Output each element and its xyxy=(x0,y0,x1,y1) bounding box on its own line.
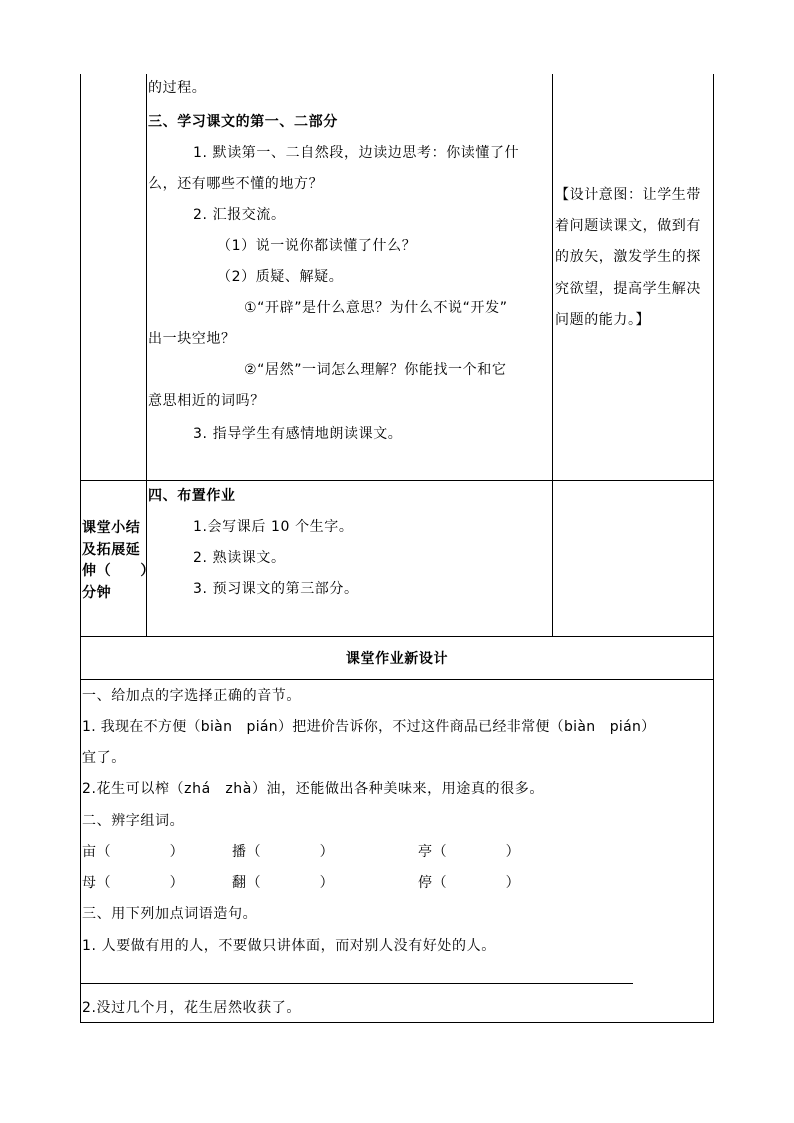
question-heading: 二、辨字组词。 xyxy=(82,813,185,829)
row-divider-2 xyxy=(80,636,714,637)
lesson-text-line: 的过程。 xyxy=(148,80,207,96)
col-divider-1 xyxy=(146,74,147,637)
section-heading: 三、学习课文的第一、二部分 xyxy=(148,114,338,130)
question-item: 1. 人要做有用的人，不要做只讲体面，而对别人没有好处的人。 xyxy=(82,938,496,954)
word-group-blank[interactable]: 播（ ） xyxy=(232,844,335,860)
section-heading: 四、布置作业 xyxy=(148,488,236,504)
design-intent-line: 着问题读课文，做到有 xyxy=(555,218,701,234)
lesson-text-line: ①“开辟”是什么意思？为什么不说“开发” xyxy=(244,300,508,316)
word-group-blank[interactable]: 停（ ） xyxy=(418,875,521,891)
row-label-line: 课堂小结 xyxy=(82,520,141,536)
lesson-text-line: 意思相近的词吗？ xyxy=(148,393,265,409)
lesson-text-line: ②“居然”一词怎么理解？你能找一个和它 xyxy=(244,362,507,378)
design-intent-line: 【设计意图：让学生带 xyxy=(555,187,701,203)
row-label-line: 伸（ ） xyxy=(82,563,155,579)
table-border-left xyxy=(80,74,81,1023)
question-item: 1. 我现在不方便（biàn pián）把进价告诉你，不过这件商品已经非常便（biàn pián） xyxy=(82,719,656,735)
row-divider-3 xyxy=(80,679,714,680)
homework-item: 1.会写课后 10 个生字。 xyxy=(193,519,354,535)
homework-item: 2. 熟读课文。 xyxy=(193,550,286,566)
question-item: 2.没过几个月，花生居然收获了。 xyxy=(82,1000,301,1016)
question-heading: 一、给加点的字选择正确的音节。 xyxy=(82,688,301,704)
question-item: 宜了。 xyxy=(82,750,126,766)
lesson-text-line: 1. 默读第一、二自然段，边读边思考：你读懂了什 xyxy=(193,145,520,161)
answer-underline xyxy=(80,983,633,984)
design-intent-line: 的放矢，激发学生的探 xyxy=(555,249,701,265)
table-border-bottom xyxy=(80,1022,714,1023)
col-divider-2 xyxy=(552,74,553,637)
design-intent-line: 问题的能力。】 xyxy=(555,312,651,328)
row-divider-1 xyxy=(80,480,714,481)
row-label-line: 分钟 xyxy=(82,585,112,601)
lesson-text-line: （1）说一说你都读懂了什么？ xyxy=(217,238,417,254)
lesson-text-line: 2. 汇报交流。 xyxy=(193,207,286,223)
lesson-text-line: 么，还有哪些不懂的地方？ xyxy=(148,176,324,192)
word-group-blank[interactable]: 母（ ） xyxy=(82,875,185,891)
design-intent-line: 究欲望，提高学生解决 xyxy=(555,281,701,297)
homework-section-title: 课堂作业新设计 xyxy=(345,651,449,667)
lesson-text-line: 出一块空地？ xyxy=(148,331,236,347)
question-heading: 三、用下列加点词语造句。 xyxy=(82,906,258,922)
question-item: 2.花生可以榨（zhá zhà）油，还能做出各种美味来，用途真的很多。 xyxy=(82,781,544,797)
homework-item: 3. 预习课文的第三部分。 xyxy=(193,581,359,597)
row-label-line: 及拓展延 xyxy=(82,542,141,558)
word-group-blank[interactable]: 亭（ ） xyxy=(418,844,521,860)
word-group-blank[interactable]: 翻（ ） xyxy=(232,875,335,891)
table-border-right xyxy=(713,74,714,1023)
lesson-text-line: （2）质疑、解疑。 xyxy=(217,269,344,285)
lesson-text-line: 3. 指导学生有感情地朗读课文。 xyxy=(193,426,403,442)
word-group-blank[interactable]: 亩（ ） xyxy=(82,844,185,860)
